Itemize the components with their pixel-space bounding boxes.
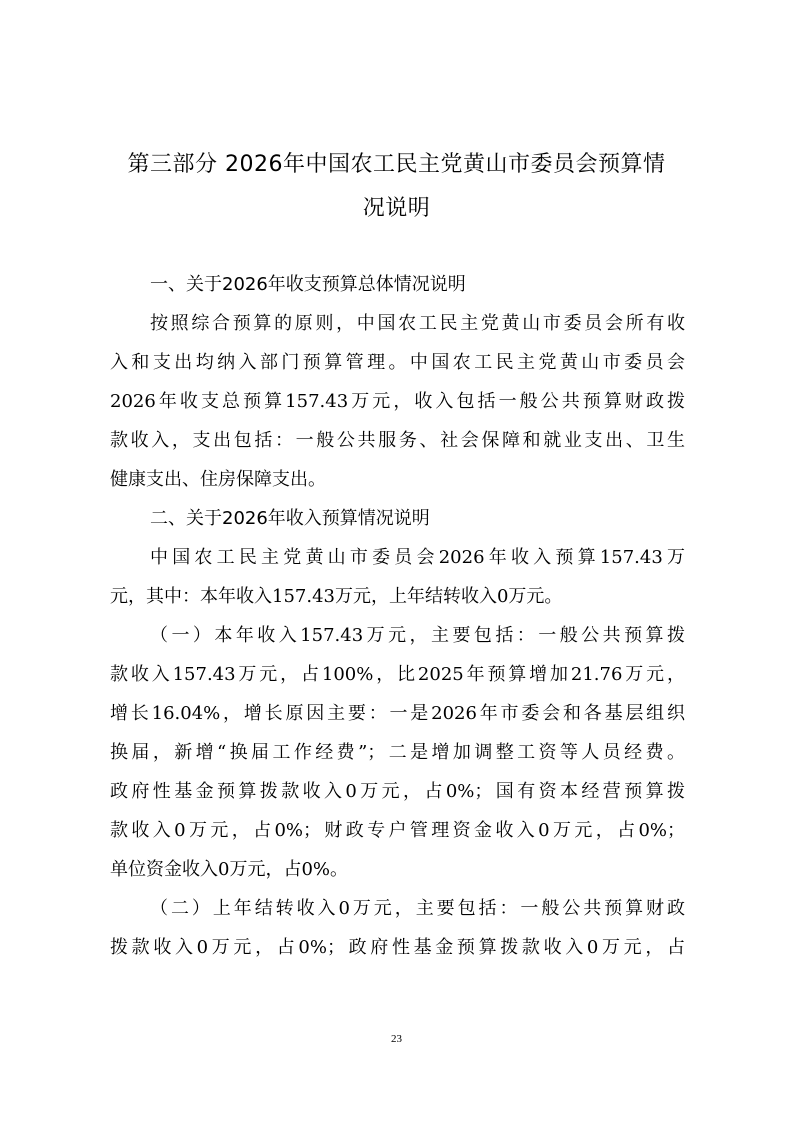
paragraph-line: 单位资金收入0万元，占0%。 — [110, 859, 349, 880]
paragraph-line: 按照综合预算的原则，中国农工民主党黄山市委员会所有收 — [150, 313, 685, 334]
paragraph-line: 增长16.04%，增长原因主要：一是2026年市委会和各基层组织 — [110, 703, 685, 724]
paragraph-line: 款收入157.43万元，占100%，比2025年预算增加21.76万元， — [110, 664, 685, 685]
paragraph-line: 换届，新增“换届工作经费”；二是增加调整工资等人员经费。 — [110, 742, 685, 763]
paragraph-line: 款收入0万元，占0%；财政专户管理资金收入0万元，占0%； — [110, 820, 685, 841]
paragraph-line: 元，其中：本年收入157.43万元，上年结转收入0万元。 — [110, 586, 563, 607]
paragraph-line: 中国农工民主党黄山市委员会2026年收入预算157.43万 — [150, 547, 685, 568]
section-heading-1: 一、关于2026年收支预算总体情况说明 — [150, 274, 466, 295]
paragraph-line: 2026年收支总预算157.43万元，收入包括一般公共预算财政拨 — [110, 391, 685, 412]
paragraph-line: （一）本年收入157.43万元，主要包括：一般公共预算拨 — [150, 625, 685, 646]
paragraph-line: （二）上年结转收入0万元，主要包括：一般公共预算财政 — [150, 898, 685, 919]
paragraph-line: 健康支出、住房保障支出。 — [110, 469, 326, 490]
paragraph-line: 款收入，支出包括：一般公共服务、社会保障和就业支出、卫生 — [110, 430, 685, 451]
page-title-line-1: 第三部分 2026年中国农工民主党黄山市委员会预算情 — [127, 152, 666, 177]
paragraph-line: 拨款收入0万元，占0%；政府性基金预算拨款收入0万元，占 — [110, 937, 685, 958]
page-number: 23 — [391, 1033, 402, 1045]
paragraph-line: 政府性基金预算拨款收入0万元，占0%；国有资本经营预算拨 — [110, 781, 685, 802]
section-heading-2: 二、关于2026年收入预算情况说明 — [150, 508, 430, 529]
paragraph-line: 入和支出均纳入部门预算管理。中国农工民主党黄山市委员会 — [110, 352, 685, 373]
page-title-line-2: 况说明 — [362, 196, 431, 221]
